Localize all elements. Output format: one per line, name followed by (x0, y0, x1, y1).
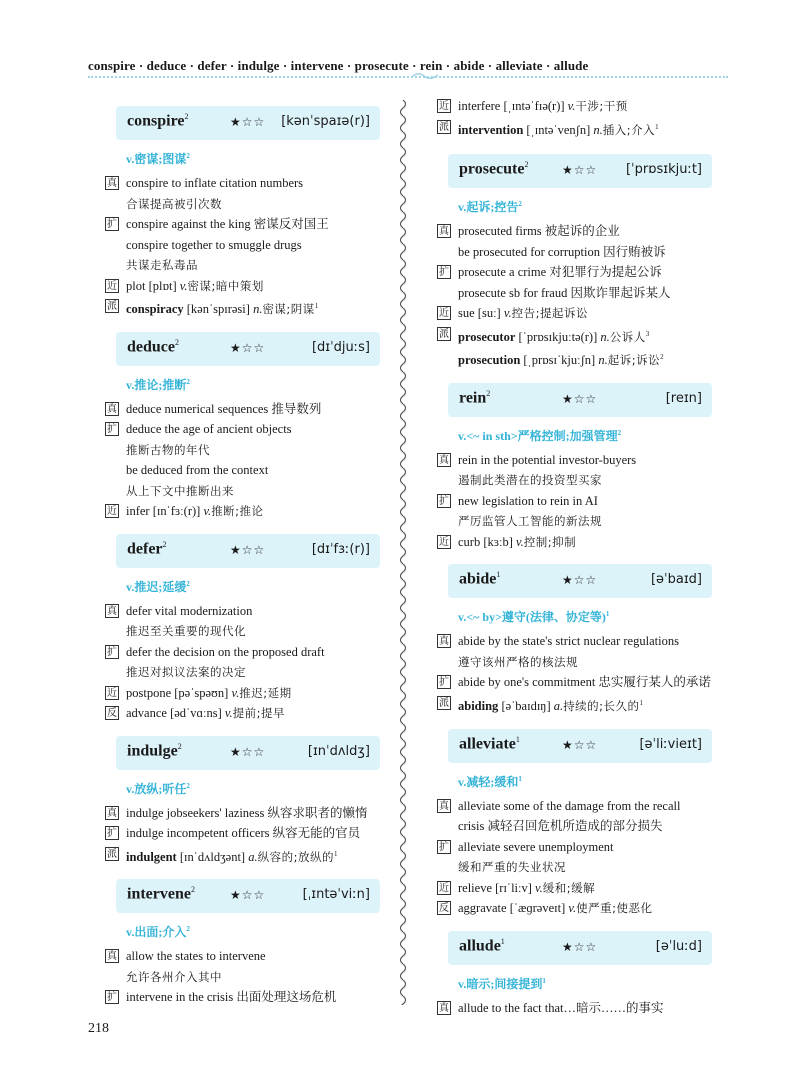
entry-prosecute (439, 154, 712, 371)
translation-line: 合谋提高被引次数 (126, 196, 222, 211)
example-line: 扩 indulge incompetent officers 纵容无能的官员 (107, 826, 361, 841)
part-of-speech: v.起诉;控告$^2$ (458, 200, 522, 215)
entry-alleviate (439, 729, 712, 919)
star-rating: ★☆☆ (562, 737, 598, 752)
translation-line: 允许各州介入其中 (126, 969, 222, 984)
example-line: conspire together to smuggle drugs (126, 237, 302, 252)
tag-derived: 派 (439, 328, 449, 340)
tag-extend: 扩 (107, 646, 117, 658)
tag-antonym: 反 (439, 903, 449, 915)
headword: abide$^1$ (459, 570, 501, 588)
part-of-speech: v.<~ by>遵守(法律、协定等)$^1$ (458, 610, 610, 625)
star-rating: ★☆☆ (562, 163, 598, 178)
tag-synonym: 近 (107, 280, 117, 292)
part-of-speech: v.密谋;图谋$^2$ (126, 152, 190, 166)
tag-real: 真 (107, 403, 117, 415)
phonetic: [kənˈspaɪə(r)] (281, 114, 370, 129)
entry-defer (107, 534, 380, 724)
tag-real: 真 (107, 951, 117, 963)
entry-intervene (107, 879, 380, 1008)
entry-head (116, 534, 380, 568)
derivative-line: 派 prosecutor [ˈprɒsɪkjuːtə(r)] n.公诉人$^3$ (439, 328, 650, 344)
synonym-line: 近 curb [kɜːb] v.控制;抑制 (439, 534, 577, 549)
translation-line: 推迟至关重要的现代化 (126, 624, 246, 639)
phonetic: [əˈbaɪd] (650, 572, 702, 588)
headword: alleviate$^1$ (459, 734, 520, 752)
tag-antonym: 反 (107, 708, 117, 720)
synonym-line: 近 plot [plɒt] v.密谋;暗中策划 (107, 278, 264, 293)
translation-line: 从上下文中推断出来 (126, 483, 234, 498)
synonym-line: 近 interfere [ˌɪntəˈfɪə(r)] v.干涉;干预 (439, 99, 628, 113)
tag-real: 真 (439, 454, 449, 466)
part-of-speech: v.减轻;缓和$^1$ (458, 774, 522, 789)
synonym-line: 近 infer [ɪnˈfɜː(r)] v.推断;推论 (107, 504, 264, 519)
entry-head (448, 931, 712, 965)
translation-line: 共谋走私毒品 (126, 258, 198, 272)
tag-real: 真 (439, 1002, 449, 1014)
tag-extend: 扩 (439, 841, 449, 853)
synonym-line: 近 relieve [rɪˈliːv] v.缓和;缓解 (439, 880, 596, 895)
entry-rein (439, 383, 712, 553)
phonetic: [əˈliːvieɪt] (639, 736, 702, 752)
phonetic: [ˈprɒsɪkjuːt] (625, 162, 702, 178)
entry-intervene-continued (439, 96, 712, 140)
part-of-speech: v.推迟;延缓$^2$ (126, 579, 190, 594)
phonetic: [əˈluːd] (655, 938, 702, 954)
tag-real: 真 (107, 807, 117, 819)
translation-line: 推断古物的年代 (126, 442, 210, 457)
example-line: 真 abide by the state's strict nuclear regulations (439, 634, 679, 649)
translation-line: 遏制此类潜在的投资型买家 (458, 473, 602, 488)
tag-extend: 扩 (439, 677, 449, 689)
star-rating: ★☆☆ (230, 115, 266, 129)
example-line: 真 rein in the potential investor-buyers (439, 452, 637, 467)
tag-derived: 派 (439, 121, 449, 133)
translation-line: 遵守该州严格的核法规 (458, 654, 578, 669)
entry-head (116, 736, 380, 770)
star-rating: ★☆☆ (230, 888, 266, 903)
tag-synonym: 近 (439, 882, 449, 894)
tag-extend: 扩 (107, 424, 117, 436)
tag-extend: 扩 (107, 992, 117, 1004)
star-rating: ★☆☆ (562, 939, 598, 954)
example-line: be deduced from the context (126, 463, 269, 478)
entry-head (116, 879, 380, 913)
example-line: 真 indulge jobseekers' laziness 纵容求职者的懒惰 (107, 805, 368, 820)
example-line: 扩 intervene in the crisis 出面处理这场危机 (107, 990, 337, 1005)
tag-extend: 扩 (107, 828, 117, 840)
headword: defer$^2$ (127, 539, 167, 557)
example-line: 扩 deduce the age of ancient objects (107, 422, 292, 437)
translation-line: 缓和严重的失业状况 (458, 860, 566, 875)
tag-extend: 扩 (439, 267, 449, 279)
derivative-line: prosecution [ˌprɒsɪˈkjuːʃn] n.起诉;诉讼$^2$ (458, 353, 664, 368)
tag-real: 真 (107, 605, 117, 617)
tag-real: 真 (107, 178, 117, 189)
example-line: 真 alleviate some of the damage from the recall (439, 798, 681, 813)
running-header: conspire · deduce · defer · indulge · intervene · prosecute · rein · abide · alleviate · allude (88, 58, 589, 73)
example-line: be prosecuted for corruption 因行贿被诉 (458, 244, 666, 259)
example-line: 真 deduce numerical sequences 推导数列 (107, 401, 322, 416)
entry-head (116, 332, 380, 366)
synonym-line: 近 postpone [pəˈspəʊn] v.推迟;延期 (107, 685, 292, 700)
entry-deduce (107, 332, 380, 522)
entry-conspire (107, 106, 380, 320)
part-of-speech: v.出面;介入$^2$ (126, 925, 190, 940)
headword: rein$^2$ (459, 388, 491, 407)
tag-synonym: 近 (439, 101, 449, 112)
tag-derived: 派 (107, 301, 117, 312)
page-number: 218 (88, 1021, 109, 1036)
example-line: 扩 conspire against the king 密谋反对国王 (107, 217, 329, 231)
derivative-line: 派 indulgent [ɪnˈdʌldʒənt] a.纵容的;放纵的$^1$ (107, 848, 338, 864)
entry-head (448, 729, 712, 763)
entry-allude (439, 931, 712, 1019)
tag-synonym: 近 (439, 536, 449, 548)
tag-derived: 派 (439, 697, 449, 709)
entry-head (448, 154, 712, 188)
star-rating: ★☆☆ (230, 744, 266, 759)
header-rule (88, 76, 728, 78)
example-line: 扩 alleviate severe unemployment (439, 839, 614, 854)
phonetic: [dɪˈfɜː(r)] (311, 541, 370, 557)
example-line: crisis 减轻召回危机所造成的部分损失 (458, 819, 663, 834)
tag-extend: 扩 (107, 219, 117, 230)
headword: intervene$^2$ (127, 885, 195, 903)
example-line: 扩 abide by one's commitment 忠实履行某人的承诺 (439, 675, 711, 690)
example-line: 真 allow the states to intervene (107, 949, 266, 964)
example-line: 真 prosecuted firms 被起诉的企业 (439, 224, 620, 239)
tag-synonym: 近 (107, 687, 117, 699)
example-line: 扩 defer the decision on the proposed draft (107, 644, 325, 659)
phonetic: [reɪn] (665, 390, 702, 406)
headword: prosecute$^2$ (459, 160, 529, 178)
headword: deduce$^2$ (127, 337, 179, 355)
star-rating: ★☆☆ (230, 542, 266, 557)
entry-indulge (107, 736, 380, 868)
example-line: 真 conspire to inflate citation numbers (107, 176, 304, 190)
tag-synonym: 近 (439, 308, 449, 320)
phonetic: [ɪnˈdʌldʒ] (307, 743, 370, 759)
tag-derived: 派 (107, 848, 117, 860)
entry-head (448, 383, 712, 417)
header-ornament-icon (410, 71, 440, 81)
translation-line: 严厉监管人工智能的新法规 (458, 514, 602, 529)
translation-line: 推迟对拟议法案的决定 (126, 665, 246, 680)
headword: indulge$^2$ (127, 741, 182, 759)
tag-extend: 扩 (439, 495, 449, 507)
star-rating: ★☆☆ (562, 391, 598, 406)
phonetic: [dɪˈdjuːs] (311, 339, 370, 355)
tag-real: 真 (439, 226, 449, 238)
tag-synonym: 近 (107, 506, 117, 518)
synonym-line: 近 sue [suː] v.控告;提起诉讼 (439, 306, 588, 321)
entry-head (116, 106, 380, 140)
antonym-line: 反 advance [ədˈvɑːns] v.提前;提早 (107, 706, 285, 721)
tag-real: 真 (439, 636, 449, 648)
headword: conspire$^2$ (127, 112, 189, 130)
part-of-speech: v.放纵;听任$^2$ (126, 781, 190, 796)
phonetic: [ˌɪntəˈviːn] (302, 887, 370, 903)
example-line: prosecute sb for fraud 因欺诈罪起诉某人 (458, 285, 671, 300)
right-column (439, 96, 712, 1030)
derivative-line: 派 intervention [ˌɪntəˈvenʃn] n.插入;介入$^1$ (439, 121, 659, 137)
derivative-line: 派 conspiracy [kənˈspɪrəsi] n.密谋;阴谋$^1$ (107, 301, 319, 317)
entry-head (448, 564, 712, 598)
part-of-speech: v.<~ in sth>严格控制;加强管理$^2$ (458, 428, 622, 443)
star-rating: ★☆☆ (562, 573, 598, 588)
left-column (107, 106, 380, 1020)
derivative-line: 派 abiding [əˈbaɪdɪŋ] a.持续的;长久的$^1$ (439, 697, 644, 714)
star-rating: ★☆☆ (230, 340, 266, 355)
column-divider (397, 100, 409, 1005)
antonym-line: 反 aggravate [ˈæɡrəveɪt] v.使严重;使恶化 (439, 901, 653, 916)
example-line: 扩 prosecute a crime 对犯罪行为提起公诉 (439, 265, 662, 280)
part-of-speech: v.推论;推断$^2$ (126, 377, 190, 392)
tag-real: 真 (439, 800, 449, 812)
part-of-speech: v.暗示;间接提到$^1$ (458, 976, 546, 991)
example-line: 真 allude to the fact that…暗示……的事实 (439, 1000, 664, 1015)
headword: allude$^1$ (459, 936, 505, 954)
example-line: 扩 new legislation to rein in AI (439, 493, 598, 508)
example-line: 真 defer vital modernization (107, 603, 253, 618)
entry-abide (439, 564, 712, 716)
